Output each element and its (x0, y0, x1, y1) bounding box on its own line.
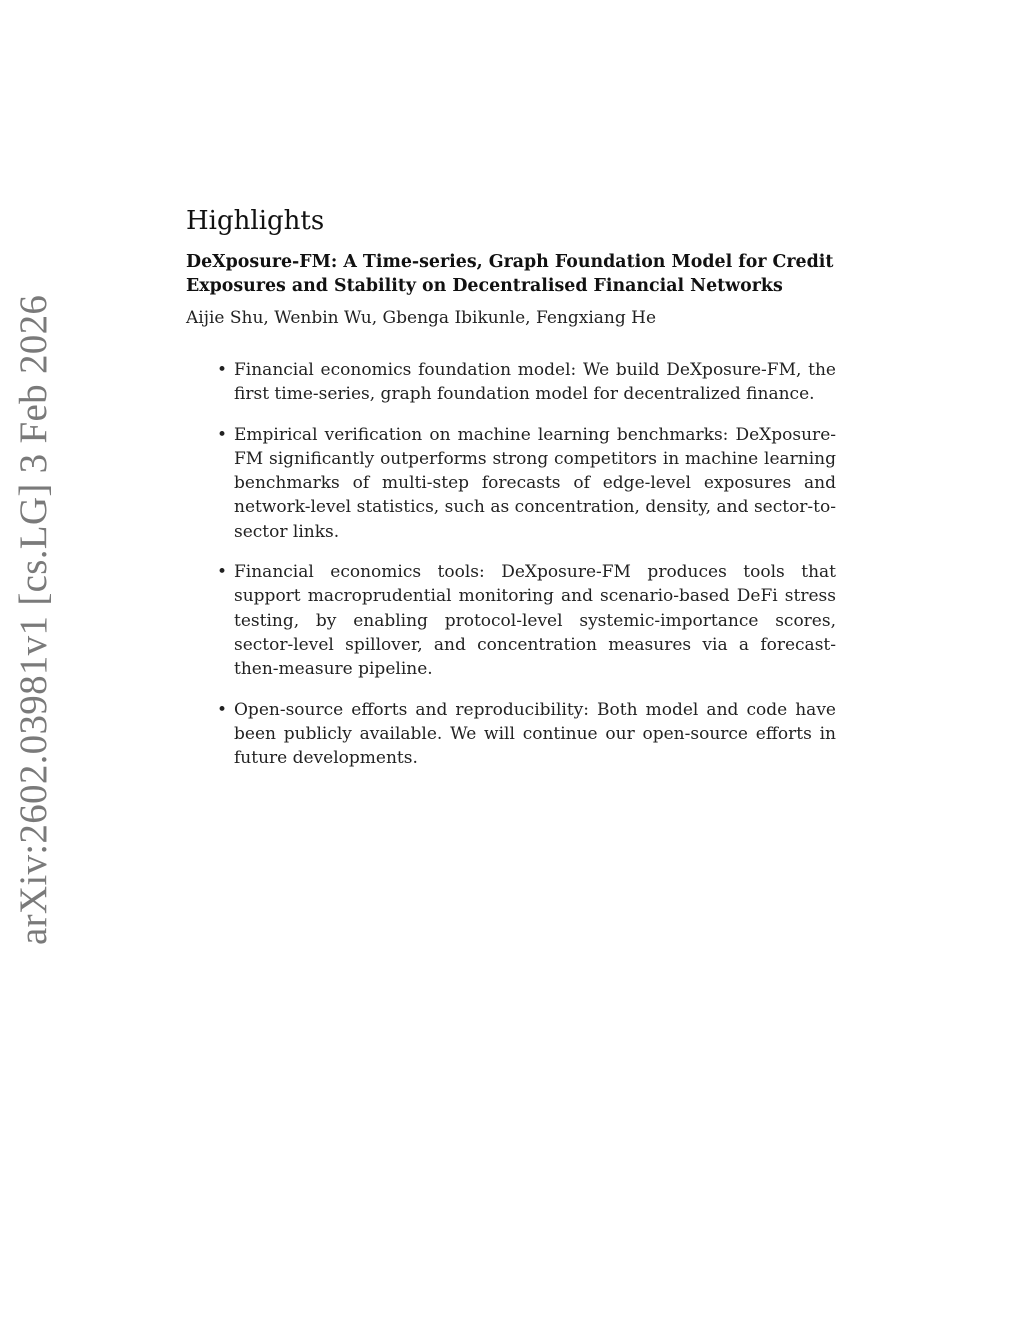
highlight-item (217, 358, 836, 407)
bullet-icon: • (217, 562, 228, 583)
bullet-icon: • (217, 360, 228, 380)
bullet-icon: • (217, 424, 228, 445)
highlight-text: Financial economics tools: DeXposure-FM produces tools that support macroprudential monitoring and scenario-based DeFi stress testing, by enabling protocol-level systemic-importance scores, sector-level spillover, and concentration measures via a forecast-then-measure pipeline. (234, 562, 836, 680)
paper-title: DeXposure-FM: A Time-series, Graph Foundation Model for Credit Exposures and Stability on Decentralised Financial Networks (186, 252, 834, 296)
author-list: Aijie Shu, Wenbin Wu, Gbenga Ibikunle, Fengxiang He (186, 308, 657, 328)
bullet-icon: • (217, 699, 228, 720)
arxiv-identifier: arXiv:2602.03981v1 [cs.LG] 3 Feb 2026 (12, 294, 55, 945)
highlights-list (186, 358, 866, 770)
highlight-item (217, 423, 836, 544)
page-heading: Highlights (186, 206, 325, 236)
highlight-text: Empirical verification on machine learning benchmarks: DeXposure-FM significantly outperforms strong competitors in machine learning benchmarks of multi-step forecasts of edge-level exposures and network-level statistics, such as concentration, density, and sector-to-sector links. (234, 424, 836, 542)
highlights-section (186, 204, 866, 786)
highlight-text: Financial economics foundation model: We build DeXposure-FM, the first time-series, graph foundation model for decentralized finance. (234, 360, 836, 405)
highlight-item (217, 698, 836, 771)
highlight-text: Open-source efforts and reproducibility: Both model and code have been publicly available. We will continue our open-source efforts in future developments. (234, 699, 836, 769)
highlight-item (217, 560, 836, 681)
